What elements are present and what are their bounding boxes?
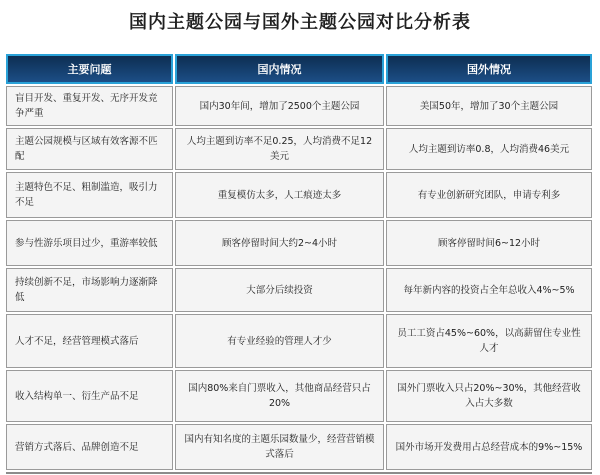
domestic-cell: 大部分后续投资 (175, 268, 384, 312)
issue-cell: 盲目开发、重复开发、无序开发竞争严重 (6, 86, 173, 126)
issue-cell: 主题特色不足、粗制滥造，吸引力不足 (6, 172, 173, 218)
header-foreign: 国外情况 (386, 54, 592, 84)
foreign-cell: 每年新内容的投资占全年总收入4%~5% (386, 268, 592, 312)
issue-cell: 主题公园规模与区域有效客源不匹配 (6, 128, 173, 170)
table-row (6, 370, 592, 422)
domestic-cell: 重复模仿太多，人工痕迹太多 (175, 172, 384, 218)
domestic-cell: 顾客停留时间大约2~4小时 (175, 220, 384, 266)
domestic-cell: 国内30年间，增加了2500个主题公园 (175, 86, 384, 126)
comparison-table (6, 54, 592, 474)
table-row (6, 424, 592, 470)
foreign-cell: 员工工资占45%~60%，以高薪留住专业性人才 (386, 314, 592, 368)
table-row (6, 268, 592, 312)
foreign-cell: 顾客停留时间6~12小时 (386, 220, 592, 266)
foreign-cell: 有专业创新研究团队，申请专利多 (386, 172, 592, 218)
table-row (6, 220, 592, 266)
page-title: 国内主题公园与国外主题公园对比分析表 (129, 12, 471, 33)
table-row (6, 314, 592, 368)
domestic-cell: 国内80%来自门票收入，其他商品经营只占20% (175, 370, 384, 422)
domestic-cell: 人均主题到访率不足0.25，人均消费不足12美元 (175, 128, 384, 170)
header-domestic: 国内情况 (175, 54, 384, 84)
issue-cell: 持续创新不足，市场影响力逐渐降低 (6, 268, 173, 312)
foreign-cell: 国外门票收入只占20%~30%，其他经营收入占大多数 (386, 370, 592, 422)
domestic-cell: 有专业经验的管理人才少 (175, 314, 384, 368)
issue-cell: 参与性游乐项目过少，重游率较低 (6, 220, 173, 266)
foreign-cell: 美国50年，增加了30个主题公园 (386, 86, 592, 126)
issue-cell: 收入结构单一、衍生产品不足 (6, 370, 173, 422)
header-main-issue: 主要问题 (6, 54, 173, 84)
issue-cell: 营销方式落后、品牌创造不足 (6, 424, 173, 470)
table-row (6, 86, 592, 126)
foreign-cell: 人均主题到访率0.8，人均消费46美元 (386, 128, 592, 170)
table-row (6, 128, 592, 170)
foreign-cell: 国外市场开发费用占总经营成本的9%~15% (386, 424, 592, 470)
domestic-cell: 国内有知名度的主题乐园数量少，经营营销模式落后 (175, 424, 384, 470)
table-header-row (6, 54, 592, 84)
issue-cell: 人才不足，经营管理模式落后 (6, 314, 173, 368)
table-row (6, 172, 592, 218)
